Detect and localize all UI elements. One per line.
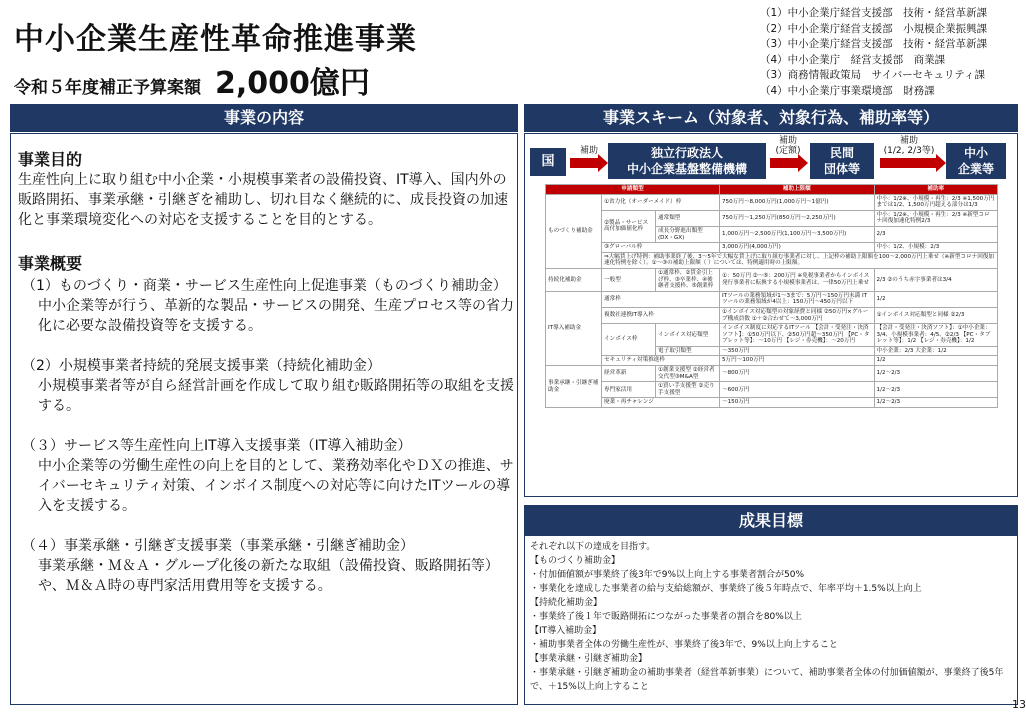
table-cell: ③グローバル枠	[602, 243, 720, 253]
table-header-cell: 補助上限額	[720, 185, 875, 195]
results-line: ・付加価値額が事業終了後3年で9%以上向上する事業者割合が50%	[530, 570, 805, 580]
table-cell: インボイス枠	[602, 324, 656, 356]
budget-amount: 2,000億円	[215, 66, 370, 101]
table-cell: 1/2	[874, 291, 997, 307]
table-cell: ①創業支援型 ②経営者交代型③M&A型	[656, 366, 720, 382]
table-row	[546, 210, 998, 226]
results-header: 成果目標	[524, 506, 1018, 536]
results-line: ・補助事業者全体の労働生産性が、事業終了後3年で、9%以上向上すること	[530, 640, 838, 650]
table-cell: 中小企業：2/3 大企業：1/2	[874, 346, 997, 356]
content-header: 事業の内容	[10, 104, 518, 132]
flow-arrow-head	[798, 154, 808, 172]
table-cell: 1/2～2/3	[874, 398, 997, 408]
scheme-table	[545, 184, 998, 408]
department-item: （4）中小企業庁事業環境部 財務課	[760, 84, 935, 97]
table-cell: ①省力化（オーダーメイド）枠	[602, 194, 720, 210]
department-item: （3）商務情報政策局 サイバーセキュリティ課	[760, 69, 985, 81]
budget-line	[14, 58, 370, 102]
table-row	[546, 252, 998, 268]
table-cell: ITツールの業務領域が1～3まで：5万円～150万円未満 ITツールの業務領域が4以上：150万円～450万円以下	[720, 291, 875, 307]
table-row	[546, 194, 998, 210]
table-cell: ～350万円	[720, 346, 875, 356]
results-line: 【持続化補助金】	[530, 598, 603, 608]
table-cell: 1,000万円～2,500万円(1,100万円～3,500万円)	[720, 226, 875, 242]
program-item	[18, 276, 518, 336]
page-number: 13	[1012, 698, 1026, 711]
table-cell: ①インボイス対応類型の対象経費と同様 ②50万円×グループ構成員数 ①＋②合わせて～3,000万円	[720, 307, 875, 323]
table-row	[546, 398, 998, 408]
results-line: ・事業化を達成した事業者の給与支給総額が、事業終了後５年時点で、年率平均＋1.5%以上向上	[530, 584, 922, 594]
table-row	[546, 307, 998, 323]
flow-agency: 独立行政法人 中小企業基盤整備機構	[608, 143, 766, 179]
flow-arrow	[880, 158, 936, 168]
table-cell: IT導入補助金	[546, 291, 602, 365]
page-title: 中小企業生産性革命推進事業	[14, 22, 417, 57]
purpose-text: 生産性向上に取り組む中小企業・小規模事業者の設備投資、IT導入、国内外の販路開拓、事業承継・引継ぎを補助し、切れ目なく継続的に、成長投資の加速化と事業環境変化への対応を支援することを目的とする。	[18, 172, 508, 228]
flow-arrow-head	[598, 154, 608, 172]
department-item: （1）中小企業庁経営支援部 技術・経営革新課	[760, 7, 988, 19]
program-title: （３）サービス等生産性向上IT導入支援事業（IT導入補助金）	[22, 438, 412, 454]
table-cell: 電子取引類型	[656, 346, 720, 356]
department-item: （2）中小企業庁経営支援部 小規模企業振興課	[760, 22, 988, 35]
table-cell: ①通常枠、②賃金引上げ枠、③卒業枠、④後継者支援枠、⑤創業枠	[656, 268, 720, 291]
table-cell: ～150万円	[720, 398, 875, 408]
table-cell: ～600万円	[720, 382, 875, 398]
program-desc: 中小企業等の労働生産性の向上を目的として、業務効率化やＤＸの推進、サイバーセキュリティ対策、インボイス制度への対応等に向けたITツールの導入を支援する。	[38, 458, 514, 514]
table-cell: ものづくり補助金	[546, 194, 602, 268]
table-cell: ①インボイス対応類型と同様 ②2/3	[874, 307, 997, 323]
table-cell: インボイス対応類型	[656, 324, 720, 347]
budget-label: 令和５年度補正予算案額	[14, 78, 201, 98]
results-line: 【IT導入補助金】	[530, 626, 602, 636]
table-row	[546, 366, 998, 382]
program-item	[18, 356, 518, 416]
overview-heading: 事業概要	[18, 254, 83, 273]
table-cell: 成長分野進出類型(DX・GX)	[656, 226, 720, 242]
table-cell: 専門家活用	[602, 382, 656, 398]
table-cell: 事業承継・引継ぎ補助金	[546, 366, 602, 408]
flow-arrow-head	[936, 154, 946, 172]
purpose-heading: 事業目的	[18, 150, 83, 169]
results-body	[530, 540, 1015, 694]
department-item: （3）中小企業庁経営支援部 技術・経営革新課	[760, 38, 988, 50]
table-cell: ②製品・サービス高付加価値化枠	[602, 210, 656, 242]
program-item	[18, 436, 518, 516]
table-cell: インボイス制度に対応するITツール 【会計・受発注・決済ソフト】：①50万円以下、②50万円超～350万円 【PC・タブレット等】：～10万円 【レジ・券売機】：～20万円	[720, 324, 875, 347]
program-title: （2）小規模事業者持続的発展支援事業（持続化補助金）	[22, 358, 381, 374]
scheme-header: 事業スキーム（対象者、対象行為、補助率等）	[524, 104, 1018, 132]
results-line: 【ものづくり補助金】	[530, 556, 621, 566]
table-cell: 2/3 ②のうち赤字事業者は3/4	[874, 268, 997, 291]
department-list	[760, 6, 987, 99]
results-line: それぞれ以下の達成を目指す。	[530, 542, 656, 552]
department-item: （4）中小企業庁 経営支援部 商業課	[760, 53, 946, 66]
table-row	[546, 382, 998, 398]
flow-arrow	[570, 158, 598, 168]
program-title: （４）事業承継・引継ぎ支援事業（事業承継・引継ぎ補助金）	[22, 538, 414, 554]
table-note: ⇒大幅賃上げ特例：補助事業終了後、3～5年で大幅な賃上げに取り組む事業者に対し、上記枠の補助上限額を100～2,000万円上乗せ（※新型コロナ回復加速化特例を除く）。①～③の補助上限額（ ）については、特例適用時の上限額。	[602, 252, 998, 268]
flow-arrow	[770, 158, 798, 168]
table-cell: 通常類型	[656, 210, 720, 226]
table-row	[546, 356, 998, 366]
table-cell: 複数社連携IT導入枠	[602, 307, 720, 323]
table-row	[546, 243, 998, 253]
table-cell: 持続化補助金	[546, 268, 602, 291]
table-header-cell: 補助率	[874, 185, 997, 195]
table-cell: ～800万円	[720, 366, 875, 382]
table-row	[546, 324, 998, 347]
program-item	[18, 536, 518, 596]
table-cell: 1/2	[874, 356, 997, 366]
table-cell: セキュリティ対策推進枠	[602, 356, 720, 366]
table-cell: 【会計・受発注・決済ソフト】：①中小企業：3/4、小規模事業者：4/5、②2/3 【PC・タブレット等】：1/2 【レジ・券売機】：1/2	[874, 324, 997, 347]
table-cell: ①買い手支援型 ②売り手支援型	[656, 382, 720, 398]
table-cell: 経営革新	[602, 366, 656, 382]
table-cell: 中小：1/2※、小規模・再生：2/3 ※1,500万円までは1/2、1,500万円超える部分は1/3	[874, 194, 997, 210]
program-desc: 小規模事業者等が自ら経営計画を作成して取り組む販路開拓等の取組を支援する。	[38, 378, 514, 414]
results-line: ・事業承継・引継ぎ補助金の補助事業者（経営革新事業）について、補助事業者全体の付加価値額が、事業終了後5年で、＋15%以上向上すること	[530, 668, 1004, 692]
flow-arrow-label: 補助	[579, 146, 598, 156]
flow-arrow-label: 補助 (定額)	[775, 136, 801, 156]
table-cell: ①：50万円 ②～⑤：200万円 ※免税事業者からインボイス発行事業者に転換する小規模事業者は、一律50万円上乗せ	[720, 268, 875, 291]
table-cell: 750万円～1,250万円(850万円～2,250万円)	[720, 210, 875, 226]
flow-private-org: 民間 団体等	[810, 143, 874, 179]
table-cell: 中小：1/2※、小規模・再生：2/3 ※新型コロナ回復加速化特例2/3	[874, 210, 997, 226]
program-desc: 事業承継・Ｍ＆Ａ・グループ化後の新たな取組（設備投資、販路開拓等）や、Ｍ＆Ａ時の専門家活用費用等を支援する。	[38, 558, 499, 594]
flow-arrow-label: 補助 (1/2, 2/3等)	[883, 136, 935, 156]
program-title: （1）ものづくり・商業・サービス生産性向上促進事業（ものづくり補助金）	[22, 278, 507, 294]
table-cell: 1/2～2/3	[874, 366, 997, 382]
table-cell: 一般型	[602, 268, 656, 291]
table-header-cell: 申請類型	[546, 185, 720, 195]
table-row	[546, 268, 998, 291]
table-cell: 通常枠	[602, 291, 720, 307]
program-desc: 中小企業等が行う、革新的な製品・サービスの開発、生産プロセス等の省力化に必要な設備投資等を支援する。	[38, 298, 514, 334]
flow-sme: 中小 企業等	[946, 143, 1006, 179]
table-cell: 2/3	[874, 226, 997, 242]
flow-country: 国	[530, 148, 566, 176]
results-line: ・事業終了後１年で販路開拓につながった事業者の割合を80%以上	[530, 612, 802, 622]
content-body	[18, 150, 518, 596]
table-cell: 1/2～2/3	[874, 382, 997, 398]
results-line: 【事業承継・引継ぎ補助金】	[530, 654, 648, 664]
table-cell: 中小：1/2、小規模：2/3	[874, 243, 997, 253]
table-cell: 3,000万円(4,000万円)	[720, 243, 875, 253]
table-cell: 廃業・再チャレンジ	[602, 398, 720, 408]
table-cell: 5万円～100万円	[720, 356, 875, 366]
table-cell: 750万円～8,000万円(1,000万円～1億円)	[720, 194, 875, 210]
table-row	[546, 291, 998, 307]
